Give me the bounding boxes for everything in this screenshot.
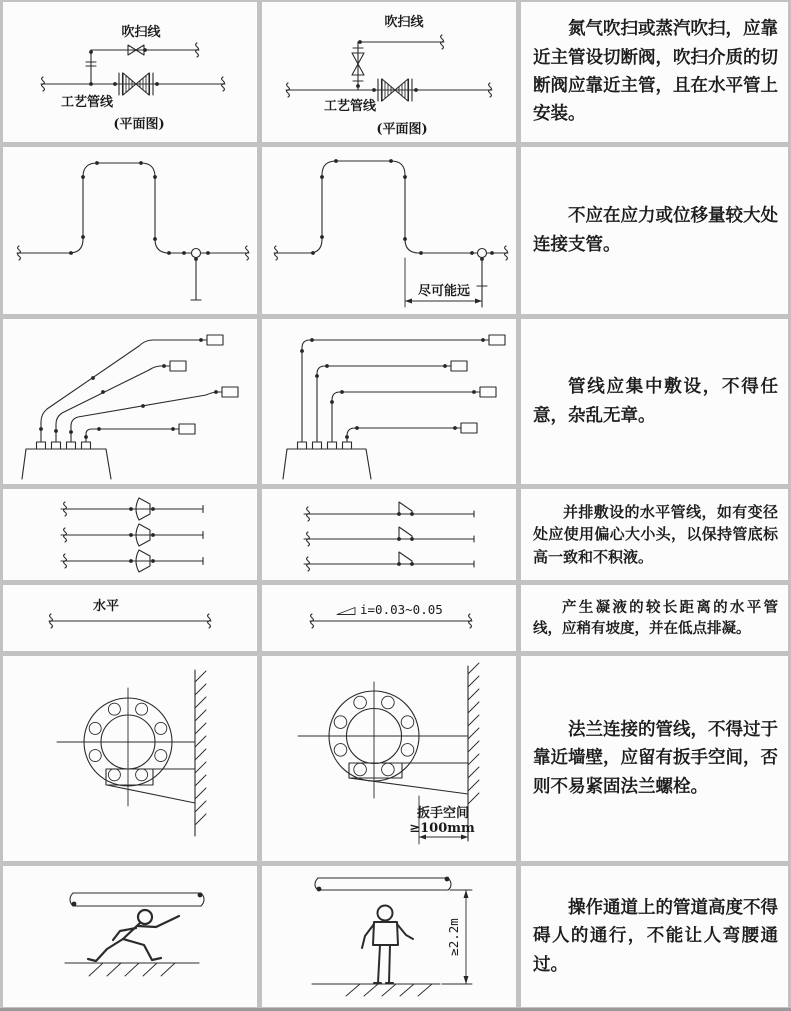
expansion-loop-diagram-wrong <box>3 147 257 314</box>
messy-routing-diagram-wrong <box>3 319 257 484</box>
cell-r2-diagram-right <box>262 147 516 314</box>
min-clearance-label: ≥100mm <box>409 821 475 836</box>
plan-view-label: (平面图) <box>376 122 428 137</box>
cell-r7-note <box>521 866 788 1007</box>
dimension-wrench-space <box>409 796 475 844</box>
support-bracket <box>106 769 195 803</box>
overhead-pipe <box>315 877 451 892</box>
branch-pipe <box>191 258 201 301</box>
low-pipe-diagram-wrong <box>3 866 257 1007</box>
branch-tee-icon <box>478 249 487 258</box>
wall <box>195 670 206 836</box>
cell-r2-note <box>521 147 788 314</box>
instrument-boxes <box>451 335 505 433</box>
ground <box>65 963 199 976</box>
purge-line-diagram-correct <box>262 2 516 142</box>
purge-line-label: 吹扫线 <box>384 15 424 30</box>
min-height-label: ≥2.2m <box>446 918 461 956</box>
cell-r1-diagram-left <box>3 2 257 142</box>
slope-triangle-icon <box>337 608 355 615</box>
concentric-reducers-diagram-wrong <box>3 489 257 580</box>
reducer-lines <box>304 502 474 571</box>
cell-r3-diagram-right <box>262 319 516 484</box>
cell-r3-note <box>521 319 788 484</box>
overhead-pipe <box>70 893 204 907</box>
cell-r5-note <box>521 585 788 651</box>
purge-line-diagram-wrong <box>3 2 257 142</box>
sloped-line-diagram-correct <box>262 585 516 651</box>
cell-r7-diagram-left <box>3 866 257 1007</box>
branch-tee-icon <box>192 249 201 258</box>
support-bracket <box>349 763 468 794</box>
headroom-diagram-correct <box>262 866 516 1007</box>
flange-near-wall-diagram-wrong <box>3 656 257 861</box>
reducer-lines <box>61 498 203 572</box>
note-text-5: 产生凝液的较长距离的水平管线，应稍有坡度，并在低点排凝。 <box>533 598 778 637</box>
cell-r7-diagram-right <box>262 866 516 1007</box>
purge-line-label: 吹扫线 <box>121 25 161 40</box>
weld-dots <box>300 338 485 439</box>
person-bending <box>88 910 179 961</box>
cell-r6-diagram-left <box>3 656 257 861</box>
cell-r3-diagram-left <box>3 319 257 484</box>
dimension-headroom <box>442 890 472 984</box>
cell-r2-diagram-left <box>3 147 257 314</box>
plan-view-label: (平面图) <box>113 117 165 132</box>
weld-dots <box>69 161 210 261</box>
cell-r5-diagram-right <box>262 585 516 651</box>
centerlines <box>57 688 195 806</box>
cell-r1-note <box>521 2 788 142</box>
note-text-2: 不应在应力或位移量较大处连接支管。 <box>533 206 778 255</box>
dimension-as-far <box>405 258 482 307</box>
horizontal-line-diagram-wrong <box>3 585 257 651</box>
cell-r6-diagram-right <box>262 656 516 861</box>
vessel <box>22 449 111 479</box>
cell-r6-note <box>521 656 788 861</box>
process-line-label: 工艺管线 <box>60 95 114 110</box>
process-line-label: 工艺管线 <box>323 99 377 114</box>
nozzles <box>37 442 91 449</box>
cell-r5-diagram-left <box>3 585 257 651</box>
branch-pipe <box>477 258 487 308</box>
person-standing <box>362 906 413 984</box>
cell-r4-diagram-left <box>3 489 257 580</box>
note-text-4: 并排敷设的水平管线，如有变径处应使用偏心大小头，以保持管底标高一致和不积液。 <box>533 502 778 566</box>
tidy-routing-diagram-correct <box>262 319 516 484</box>
nozzles <box>298 442 352 449</box>
cell-r4-diagram-right <box>262 489 516 580</box>
vessel <box>283 449 371 479</box>
wall <box>468 663 479 841</box>
note-text-6: 法兰连接的管线，不得过于靠近墙壁，应留有扳手空间，否则不易紧固法兰螺栓。 <box>533 719 778 797</box>
ground <box>312 984 440 996</box>
eccentric-reducers-diagram-correct <box>262 489 516 580</box>
note-text-3: 管线应集中敷设，不得任意，杂乱无章。 <box>533 377 778 426</box>
cell-r4-note <box>521 489 788 580</box>
note-text-7: 操作通道上的管道高度不得碍人的通行，不能让人弯腰通过。 <box>533 897 778 975</box>
expansion-loop-diagram-correct <box>262 147 516 314</box>
cell-r1-diagram-right <box>262 2 516 142</box>
wrench-space-label: 扳手空间 <box>416 806 470 821</box>
note-text-1: 氮气吹扫或蒸汽吹扫，应靠近主管设切断阀，吹扫介质的切断阀应靠近主管，且在水平管上安装。 <box>533 19 778 125</box>
as-far-label: 尽可能远 <box>417 284 471 299</box>
weld-dots <box>311 159 494 261</box>
instrument-boxes <box>170 335 238 434</box>
slope-label: i=0.03~0.05 <box>360 602 443 617</box>
horizontal-label: 水平 <box>92 599 120 614</box>
flange-clearance-diagram-correct <box>262 656 516 861</box>
